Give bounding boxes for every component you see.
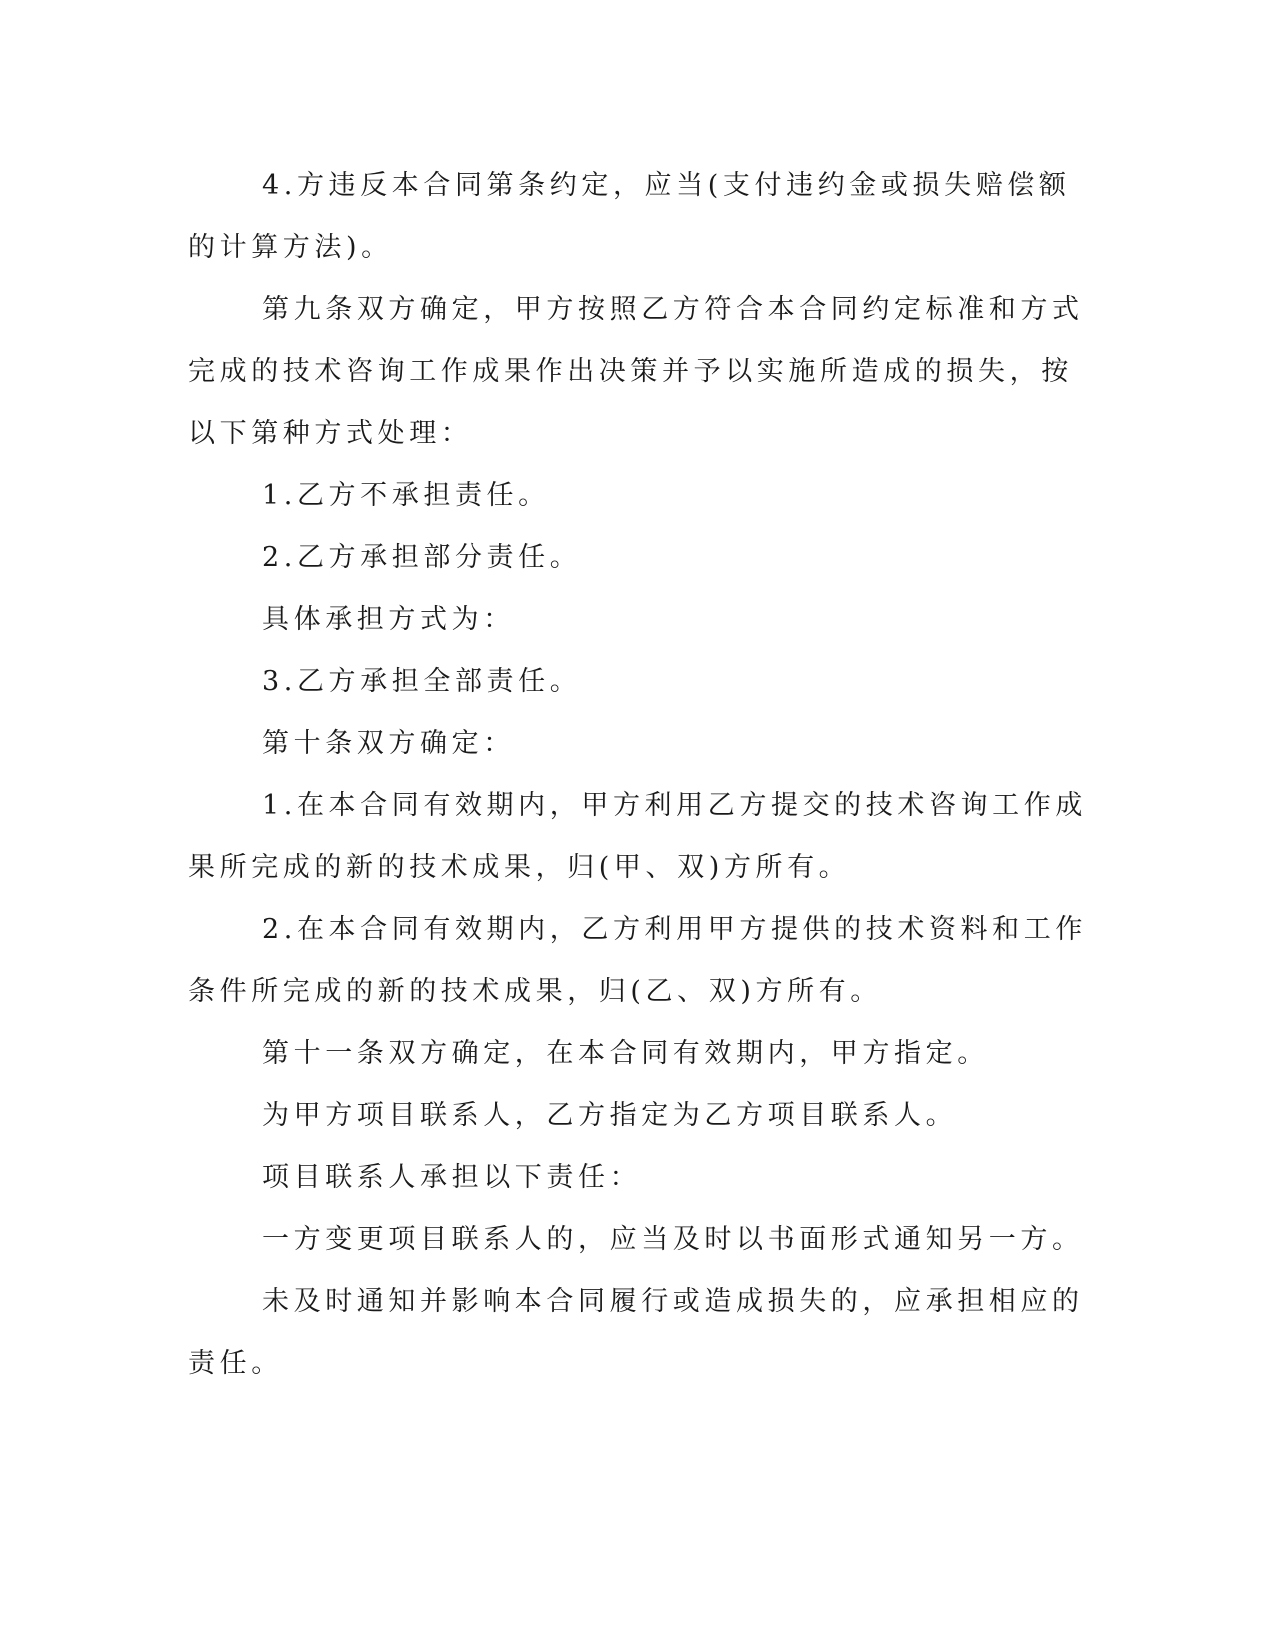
document-body (188, 155, 1088, 1395)
paragraph-article-9: 第九条双方确定，甲方按照乙方符合本合同约定标准和方式完成的技术咨询工作成果作出决策并予以实施所造成的损失，按以下第种方式处理： (188, 294, 1084, 449)
paragraph-penalty-clause-4: 4.方违反本合同第条约定，应当(支付违约金或损失赔偿额的计算方法)。 (188, 170, 1071, 263)
paragraph-article-10-item-2: 2.在本合同有效期内，乙方利用甲方提供的技术资料和工作条件所完成的新的技术成果，归(乙、双)方所有。 (188, 914, 1087, 1007)
paragraph-option-2: 2.乙方承担部分责任。 (262, 542, 582, 573)
paragraph-liability: 未及时通知并影响本合同履行或造成损失的，应承担相应的责任。 (188, 1286, 1084, 1379)
paragraph-option-3: 3.乙方承担全部责任。 (262, 666, 582, 697)
paragraph-article-10-item-1: 1.在本合同有效期内，甲方利用乙方提交的技术咨询工作成果所完成的新的技术成果，归(甲、双)方所有。 (188, 790, 1087, 883)
paragraph-contact-change: 一方变更项目联系人的，应当及时以书面形式通知另一方。 (262, 1224, 1084, 1255)
paragraph-option-1: 1.乙方不承担责任。 (262, 480, 550, 511)
paragraph-contact-duties: 项目联系人承担以下责任： (262, 1162, 642, 1193)
paragraph-contact-persons: 为甲方项目联系人，乙方指定为乙方项目联系人。 (262, 1100, 958, 1131)
paragraph-article-11: 第十一条双方确定，在本合同有效期内，甲方指定。 (262, 1038, 989, 1069)
paragraph-article-10: 第十条双方确定： (262, 728, 515, 759)
paragraph-option-2-detail: 具体承担方式为： (262, 604, 515, 635)
